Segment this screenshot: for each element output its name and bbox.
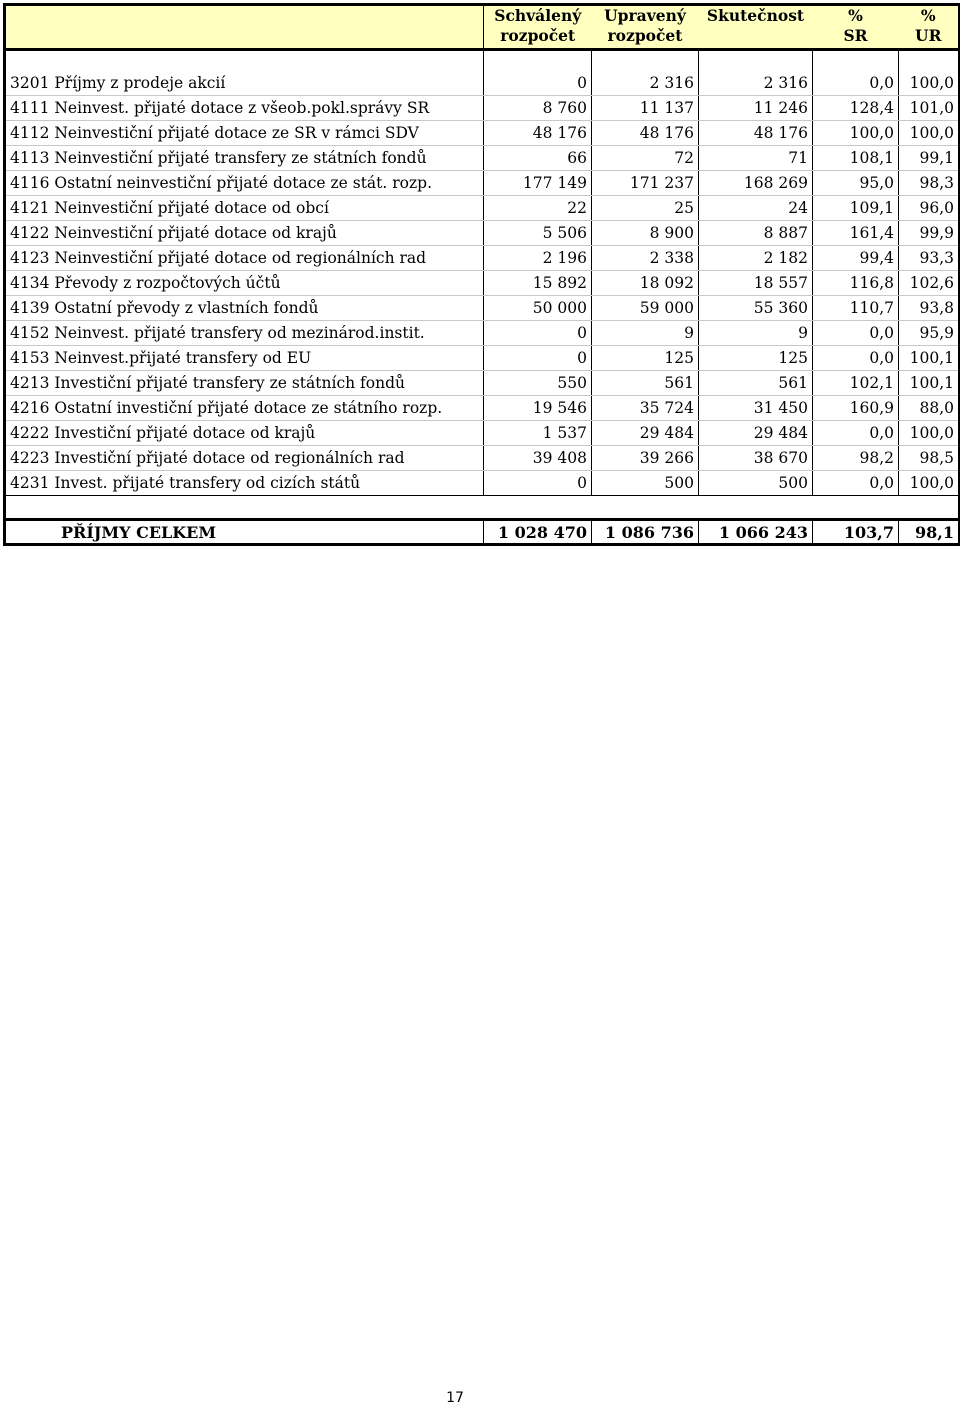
- cell-approved: 66: [484, 146, 592, 171]
- cell-percent-sr: 99,4: [813, 246, 899, 271]
- header-percent-ur: % UR: [899, 5, 960, 50]
- cell-approved: 1 537: [484, 421, 592, 446]
- row-label: 4231 Invest. přijaté transfery od cizích států: [5, 471, 484, 496]
- budget-table: [3, 3, 960, 546]
- row-label: 4223 Investiční přijaté dotace od regionálních rad: [5, 446, 484, 471]
- cell-approved: 8 760: [484, 96, 592, 121]
- cell-percent-sr: 161,4: [813, 221, 899, 246]
- cell-approved: 5 506: [484, 221, 592, 246]
- cell-adjusted: 72: [592, 146, 699, 171]
- cell-actual: 168 269: [699, 171, 813, 196]
- header-label-column: [5, 5, 484, 50]
- cell-actual: 38 670: [699, 446, 813, 471]
- page-number: 17: [446, 1390, 464, 1406]
- cell-adjusted: 500: [592, 471, 699, 496]
- table-row: [5, 196, 960, 221]
- cell-percent-sr: 109,1: [813, 196, 899, 221]
- table-row: [5, 346, 960, 371]
- row-label: 4222 Investiční přijaté dotace od krajů: [5, 421, 484, 446]
- cell-approved: 0: [484, 71, 592, 96]
- cell-adjusted: 18 092: [592, 271, 699, 296]
- cell-percent-sr: 0,0: [813, 421, 899, 446]
- row-label: 4134 Převody z rozpočtových účtů: [5, 271, 484, 296]
- row-label: 4213 Investiční přijaté transfery ze státních fondů: [5, 371, 484, 396]
- total-actual: 1 066 243: [699, 520, 813, 545]
- cell-percent-sr: 0,0: [813, 471, 899, 496]
- cell-percent-ur: 102,6: [899, 271, 960, 296]
- cell-percent-sr: 0,0: [813, 71, 899, 96]
- cell-adjusted: 35 724: [592, 396, 699, 421]
- cell-percent-ur: 99,1: [899, 146, 960, 171]
- table-row: [5, 421, 960, 446]
- table-row: [5, 396, 960, 421]
- cell-actual: 71: [699, 146, 813, 171]
- row-label: 3201 Příjmy z prodeje akcií: [5, 71, 484, 96]
- cell-adjusted: 2 316: [592, 71, 699, 96]
- table-row: [5, 246, 960, 271]
- header-actual: Skutečnost: [699, 5, 813, 50]
- total-row: [5, 520, 960, 545]
- cell-approved: 0: [484, 346, 592, 371]
- cell-adjusted: 2 338: [592, 246, 699, 271]
- cell-adjusted: 25: [592, 196, 699, 221]
- table-row: [5, 471, 960, 496]
- cell-actual: 2 182: [699, 246, 813, 271]
- cell-actual: 500: [699, 471, 813, 496]
- spacer-row: [5, 50, 960, 72]
- cell-adjusted: 59 000: [592, 296, 699, 321]
- cell-percent-ur: 100,0: [899, 121, 960, 146]
- row-label: 4153 Neinvest.přijaté transfery od EU: [5, 346, 484, 371]
- cell-percent-sr: 116,8: [813, 271, 899, 296]
- cell-actual: 55 360: [699, 296, 813, 321]
- cell-percent-sr: 160,9: [813, 396, 899, 421]
- row-label: 4139 Ostatní převody z vlastních fondů: [5, 296, 484, 321]
- cell-percent-ur: 100,1: [899, 371, 960, 396]
- total-label: PŘÍJMY CELKEM: [5, 520, 484, 545]
- cell-percent-ur: 100,0: [899, 71, 960, 96]
- row-label: 4112 Neinvestiční přijaté dotace ze SR v rámci SDV: [5, 121, 484, 146]
- cell-percent-ur: 100,1: [899, 346, 960, 371]
- header-row: [5, 5, 960, 50]
- row-label: 4111 Neinvest. přijaté dotace z všeob.pokl.správy SR: [5, 96, 484, 121]
- cell-approved: 48 176: [484, 121, 592, 146]
- cell-approved: 15 892: [484, 271, 592, 296]
- total-percent-ur: 98,1: [899, 520, 960, 545]
- total-approved: 1 028 470: [484, 520, 592, 545]
- table-row: [5, 96, 960, 121]
- cell-percent-sr: 95,0: [813, 171, 899, 196]
- header-adjusted-budget: Upravený rozpočet: [592, 5, 699, 50]
- cell-actual: 2 316: [699, 71, 813, 96]
- cell-percent-sr: 102,1: [813, 371, 899, 396]
- table-row: [5, 271, 960, 296]
- cell-actual: 9: [699, 321, 813, 346]
- cell-approved: 39 408: [484, 446, 592, 471]
- cell-adjusted: 11 137: [592, 96, 699, 121]
- cell-percent-ur: 98,3: [899, 171, 960, 196]
- cell-percent-ur: 101,0: [899, 96, 960, 121]
- cell-percent-ur: 93,8: [899, 296, 960, 321]
- cell-percent-ur: 93,3: [899, 246, 960, 271]
- table-row: [5, 121, 960, 146]
- table-row: [5, 446, 960, 471]
- cell-adjusted: 9: [592, 321, 699, 346]
- cell-approved: 19 546: [484, 396, 592, 421]
- total-percent-sr: 103,7: [813, 520, 899, 545]
- row-label: 4152 Neinvest. přijaté transfery od mezinárod.instit.: [5, 321, 484, 346]
- cell-approved: 0: [484, 471, 592, 496]
- header-percent-sr: % SR: [813, 5, 899, 50]
- table-row: [5, 321, 960, 346]
- cell-actual: 24: [699, 196, 813, 221]
- cell-percent-ur: 95,9: [899, 321, 960, 346]
- cell-adjusted: 39 266: [592, 446, 699, 471]
- row-label: 4216 Ostatní investiční přijaté dotace ze státního rozp.: [5, 396, 484, 421]
- cell-percent-ur: 99,9: [899, 221, 960, 246]
- cell-adjusted: 171 237: [592, 171, 699, 196]
- cell-adjusted: 29 484: [592, 421, 699, 446]
- cell-approved: 2 196: [484, 246, 592, 271]
- cell-percent-ur: 100,0: [899, 421, 960, 446]
- cell-adjusted: 561: [592, 371, 699, 396]
- cell-percent-ur: 98,5: [899, 446, 960, 471]
- cell-percent-sr: 98,2: [813, 446, 899, 471]
- cell-percent-sr: 128,4: [813, 96, 899, 121]
- table-row: [5, 371, 960, 396]
- cell-approved: 177 149: [484, 171, 592, 196]
- table-row: [5, 296, 960, 321]
- cell-percent-sr: 0,0: [813, 321, 899, 346]
- cell-actual: 31 450: [699, 396, 813, 421]
- cell-percent-sr: 108,1: [813, 146, 899, 171]
- row-label: 4113 Neinvestiční přijaté transfery ze státních fondů: [5, 146, 484, 171]
- cell-approved: 50 000: [484, 296, 592, 321]
- row-label: 4123 Neinvestiční přijaté dotace od regionálních rad: [5, 246, 484, 271]
- cell-actual: 125: [699, 346, 813, 371]
- row-label: 4122 Neinvestiční přijaté dotace od krajů: [5, 221, 484, 246]
- cell-percent-ur: 100,0: [899, 471, 960, 496]
- cell-percent-sr: 110,7: [813, 296, 899, 321]
- cell-actual: 29 484: [699, 421, 813, 446]
- cell-percent-sr: 100,0: [813, 121, 899, 146]
- cell-actual: 48 176: [699, 121, 813, 146]
- total-adjusted: 1 086 736: [592, 520, 699, 545]
- cell-percent-ur: 96,0: [899, 196, 960, 221]
- cell-adjusted: 48 176: [592, 121, 699, 146]
- row-label: 4116 Ostatní neinvestiční přijaté dotace ze stát. rozp.: [5, 171, 484, 196]
- header-approved-budget: Schválený rozpočet: [484, 5, 592, 50]
- cell-approved: 22: [484, 196, 592, 221]
- cell-actual: 18 557: [699, 271, 813, 296]
- table-row: [5, 171, 960, 196]
- cell-percent-sr: 0,0: [813, 346, 899, 371]
- cell-approved: 550: [484, 371, 592, 396]
- cell-adjusted: 8 900: [592, 221, 699, 246]
- cell-adjusted: 125: [592, 346, 699, 371]
- cell-percent-ur: 88,0: [899, 396, 960, 421]
- cell-actual: 561: [699, 371, 813, 396]
- table-row: [5, 71, 960, 96]
- cell-actual: 8 887: [699, 221, 813, 246]
- gap-row: [5, 496, 960, 520]
- row-label: 4121 Neinvestiční přijaté dotace od obcí: [5, 196, 484, 221]
- table-row: [5, 146, 960, 171]
- table-row: [5, 221, 960, 246]
- cell-approved: 0: [484, 321, 592, 346]
- cell-actual: 11 246: [699, 96, 813, 121]
